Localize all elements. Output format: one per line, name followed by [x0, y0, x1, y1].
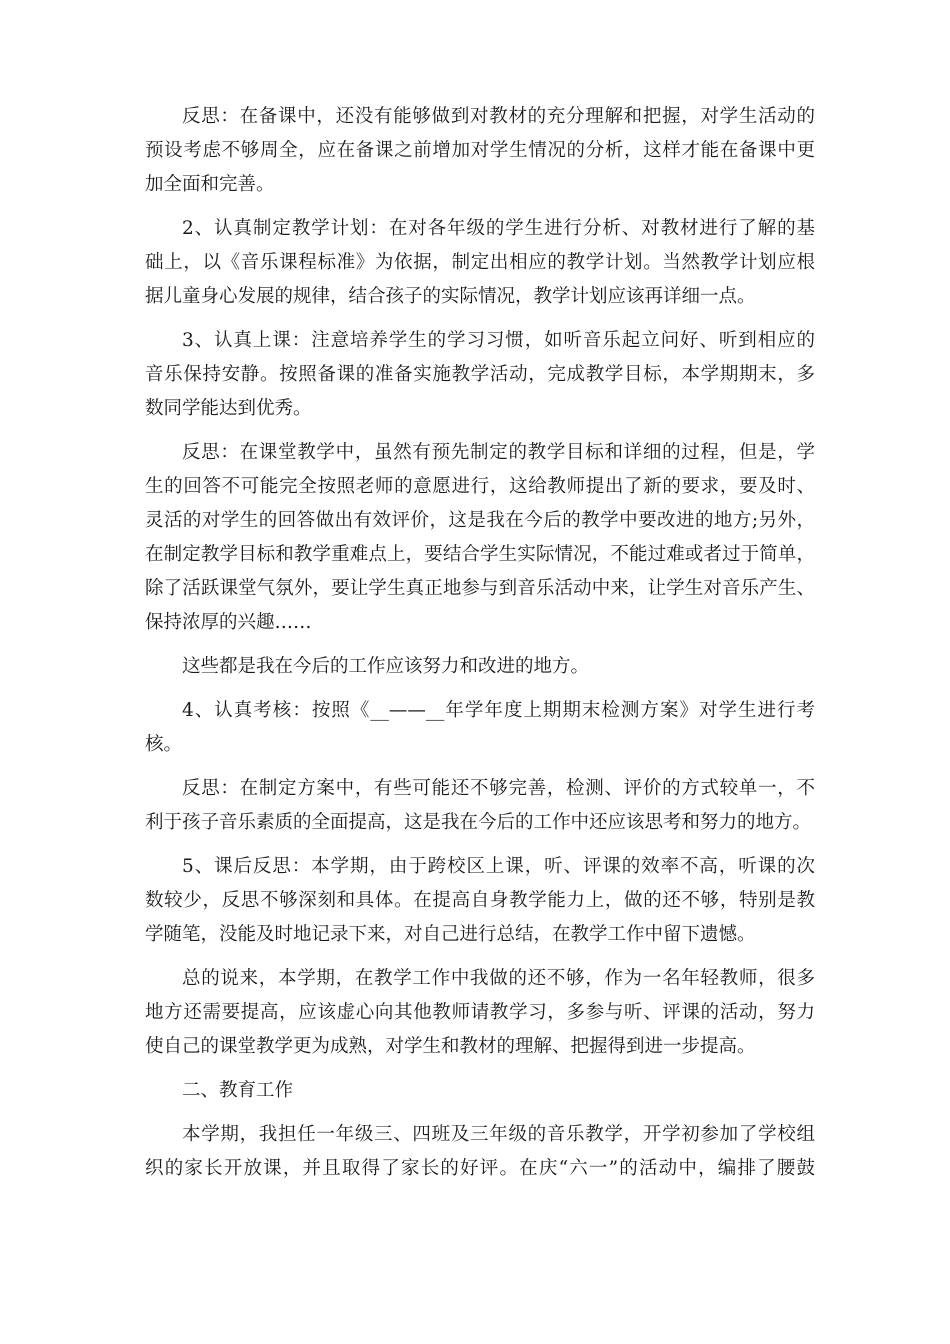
text-line: 加全面和完善。: [145, 174, 275, 195]
paragraph: [145, 850, 815, 952]
paragraph: [145, 212, 815, 314]
text-line: 4、认真考核：按照《__——__年学年度上期期末检测方案》对学生进行考: [182, 700, 815, 721]
text-line: 本学期，我担任一年级三、四班及三年级的音乐教学，开学初参加了学校组: [182, 1124, 815, 1145]
text-line: 学随笔，没能及时地记录下来，对自己进行总结，在教学工作中留下遗憾。: [145, 924, 756, 945]
text-line: 织的家长开放课，并且取得了家长的好评。在庆“六一”的活动中，编排了腰鼓: [145, 1158, 815, 1179]
paragraph: [145, 324, 815, 426]
text-line: 预设考虑不够周全，应在备课之前增加对学生情况的分析，这样才能在备课中更: [145, 140, 815, 161]
text-line: 在制定教学目标和教学重难点上，要结合学生实际情况，不能过难或者过于简单，: [145, 544, 815, 565]
text-line: 保持浓厚的兴趣……: [145, 612, 312, 633]
text-line: 核。: [145, 734, 183, 755]
text-line: 音乐保持安静。按照备课的准备实施教学活动，完成教学目标，本学期期末，多: [145, 364, 815, 385]
text-line: 生的回答不可能完全按照老师的意愿进行，这给教师提出了新的要求，要及时、: [145, 476, 815, 497]
text-line: 总的说来，本学期，在教学工作中我做的还不够，作为一名年轻教师，很多: [182, 968, 815, 989]
text-line: 据儿童身心发展的规律，结合孩子的实际情况，教学计划应该再详细一点。: [145, 286, 756, 307]
text-line: 二、教育工作: [182, 1080, 294, 1101]
text-line: 这些都是我在今后的工作应该努力和改进的地方。: [182, 656, 590, 677]
paragraph: [145, 1074, 815, 1108]
text-line: 利于孩子音乐素质的全面提高，这是我在今后的工作中还应该思考和努力的地方。: [145, 812, 812, 833]
paragraph: [145, 436, 815, 640]
document-page: [145, 100, 815, 1196]
text-line: 除了活跃课堂气氛外，要让学生真正地参与到音乐活动中来，让学生对音乐产生、: [145, 578, 815, 599]
text-line: 反思：在制定方案中，有些可能还不够完善，检测、评价的方式较单一，不: [182, 778, 815, 799]
text-line: 反思：在课堂教学中，虽然有预先制定的教学目标和详细的过程，但是，学: [182, 442, 815, 463]
paragraph: [145, 962, 815, 1064]
text-line: 地方还需要提高，应该虚心向其他教师请教学习，多参与听、评课的活动，努力: [145, 1002, 815, 1023]
text-line: 3、认真上课：注意培养学生的学习习惯，如听音乐起立问好、听到相应的: [182, 330, 815, 351]
text-line: 数较少，反思不够深刻和具体。在提高自身教学能力上，做的还不够，特别是教: [145, 890, 815, 911]
text-line: 础上，以《音乐课程标准》为依据，制定出相应的教学计划。当然教学计划应根: [145, 252, 815, 273]
text-line: 灵活的对学生的回答做出有效评价，这是我在今后的教学中要改进的地方;另外，: [145, 510, 815, 531]
text-line: 2、认真制定教学计划：在对各年级的学生进行分析、对教材进行了解的基: [182, 218, 815, 239]
text-line: 数同学能达到优秀。: [145, 398, 312, 419]
paragraph: [145, 1118, 815, 1186]
text-line: 反思：在备课中，还没有能够做到对教材的充分理解和把握，对学生活动的: [182, 106, 815, 127]
paragraph: [145, 650, 815, 684]
paragraph: [145, 772, 815, 840]
paragraph: [145, 100, 815, 202]
text-line: 5、课后反思：本学期，由于跨校区上课，听、评课的效率不高，听课的次: [182, 856, 815, 877]
paragraph: [145, 694, 815, 762]
text-line: 使自己的课堂教学更为成熟，对学生和教材的理解、把握得到进一步提高。: [145, 1036, 756, 1057]
